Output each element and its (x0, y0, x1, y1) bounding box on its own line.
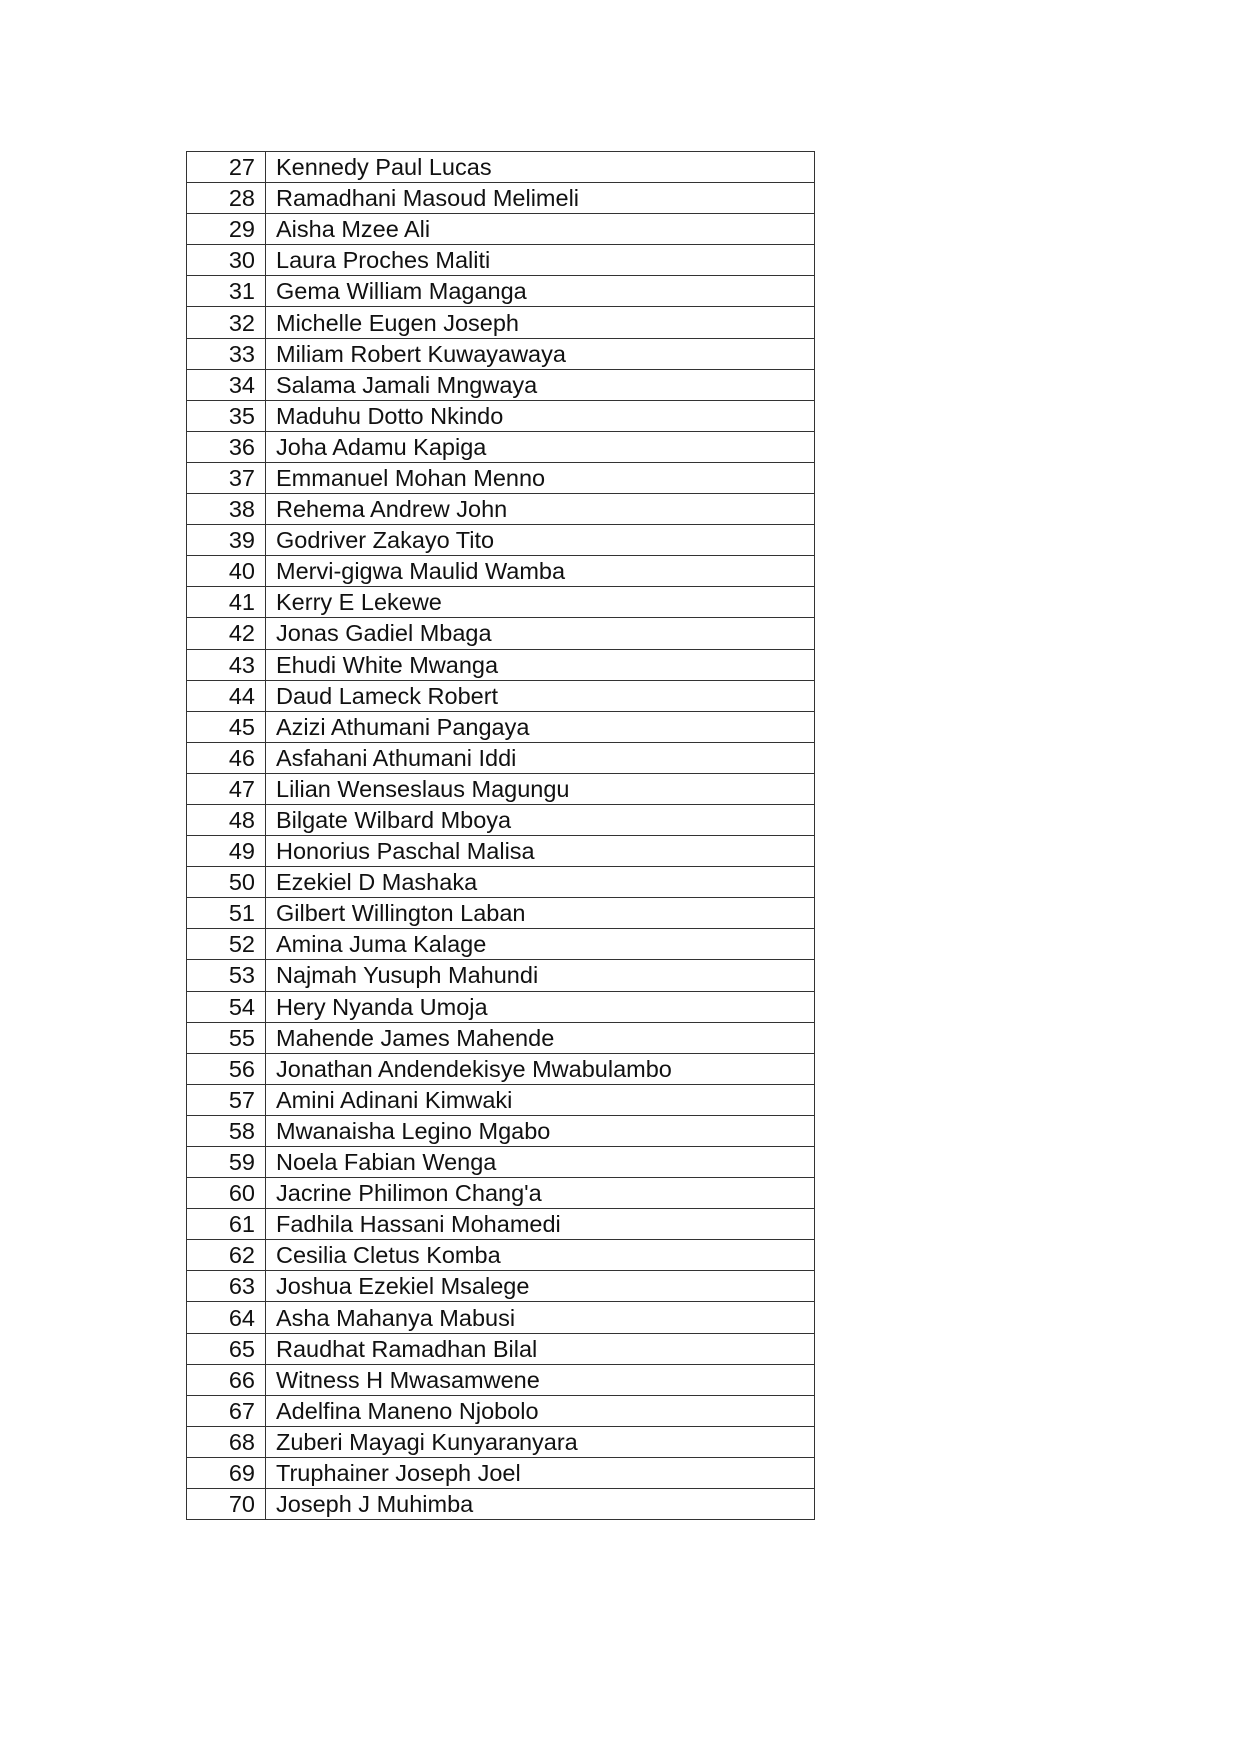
person-name: Mwanaisha Legino Mgabo (266, 1115, 815, 1146)
table-row (187, 618, 815, 649)
row-number: 40 (187, 556, 266, 587)
row-number: 70 (187, 1489, 266, 1520)
row-number: 35 (187, 400, 266, 431)
person-name: Kerry E Lekewe (266, 587, 815, 618)
person-name: Daud Lameck Robert (266, 680, 815, 711)
table-row (187, 1084, 815, 1115)
person-name: Joshua Ezekiel Msalege (266, 1271, 815, 1302)
row-number: 64 (187, 1302, 266, 1333)
row-number: 51 (187, 898, 266, 929)
table-row (187, 276, 815, 307)
table-row (187, 525, 815, 556)
table-row (187, 1053, 815, 1084)
row-number: 32 (187, 307, 266, 338)
person-name: Godriver Zakayo Tito (266, 525, 815, 556)
table-row (187, 214, 815, 245)
table-row (187, 183, 815, 214)
row-number: 50 (187, 867, 266, 898)
table-row (187, 1395, 815, 1426)
row-number: 33 (187, 338, 266, 369)
row-number: 62 (187, 1240, 266, 1271)
person-name: Lilian Wenseslaus Magungu (266, 773, 815, 804)
person-name: Jonathan Andendekisye Mwabulambo (266, 1053, 815, 1084)
row-number: 38 (187, 494, 266, 525)
table-row (187, 1489, 815, 1520)
row-number: 37 (187, 462, 266, 493)
person-name: Noela Fabian Wenga (266, 1147, 815, 1178)
table-row (187, 960, 815, 991)
table-row (187, 462, 815, 493)
person-name: Ezekiel D Mashaka (266, 867, 815, 898)
person-name: Kennedy Paul Lucas (266, 152, 815, 183)
row-number: 67 (187, 1395, 266, 1426)
person-name: Ehudi White Mwanga (266, 649, 815, 680)
names-table-body (187, 152, 815, 1520)
table-row (187, 1147, 815, 1178)
table-row (187, 494, 815, 525)
row-number: 61 (187, 1209, 266, 1240)
row-number: 52 (187, 929, 266, 960)
table-row (187, 804, 815, 835)
row-number: 31 (187, 276, 266, 307)
table-row (187, 898, 815, 929)
row-number: 55 (187, 1022, 266, 1053)
table-row (187, 1240, 815, 1271)
person-name: Salama Jamali Mngwaya (266, 369, 815, 400)
person-name: Fadhila Hassani Mohamedi (266, 1209, 815, 1240)
table-row (187, 929, 815, 960)
table-row (187, 369, 815, 400)
table-row (187, 587, 815, 618)
table-row (187, 836, 815, 867)
person-name: Jonas Gadiel Mbaga (266, 618, 815, 649)
person-name: Joseph J Muhimba (266, 1489, 815, 1520)
person-name: Adelfina Maneno Njobolo (266, 1395, 815, 1426)
table-row (187, 867, 815, 898)
person-name: Honorius Paschal Malisa (266, 836, 815, 867)
person-name: Maduhu Dotto Nkindo (266, 400, 815, 431)
table-row (187, 307, 815, 338)
row-number: 66 (187, 1364, 266, 1395)
row-number: 58 (187, 1115, 266, 1146)
person-name: Azizi Athumani Pangaya (266, 711, 815, 742)
row-number: 54 (187, 991, 266, 1022)
row-number: 69 (187, 1457, 266, 1488)
row-number: 30 (187, 245, 266, 276)
row-number: 68 (187, 1426, 266, 1457)
person-name: Amini Adinani Kimwaki (266, 1084, 815, 1115)
person-name: Cesilia Cletus Komba (266, 1240, 815, 1271)
table-row (187, 742, 815, 773)
row-number: 36 (187, 431, 266, 462)
table-row (187, 1209, 815, 1240)
row-number: 56 (187, 1053, 266, 1084)
table-row (187, 1302, 815, 1333)
table-row (187, 1364, 815, 1395)
row-number: 41 (187, 587, 266, 618)
names-table (186, 151, 815, 1520)
person-name: Truphainer Joseph Joel (266, 1457, 815, 1488)
row-number: 49 (187, 836, 266, 867)
person-name: Mervi-gigwa Maulid Wamba (266, 556, 815, 587)
row-number: 29 (187, 214, 266, 245)
person-name: Aisha Mzee Ali (266, 214, 815, 245)
person-name: Bilgate Wilbard Mboya (266, 804, 815, 835)
row-number: 45 (187, 711, 266, 742)
person-name: Ramadhani Masoud Melimeli (266, 183, 815, 214)
person-name: Laura Proches Maliti (266, 245, 815, 276)
row-number: 59 (187, 1147, 266, 1178)
row-number: 34 (187, 369, 266, 400)
table-row (187, 1333, 815, 1364)
table-row (187, 1115, 815, 1146)
table-row (187, 991, 815, 1022)
table-row (187, 1271, 815, 1302)
person-name: Raudhat Ramadhan Bilal (266, 1333, 815, 1364)
person-name: Amina Juma Kalage (266, 929, 815, 960)
table-row (187, 1178, 815, 1209)
row-number: 46 (187, 742, 266, 773)
row-number: 48 (187, 804, 266, 835)
table-row (187, 1426, 815, 1457)
row-number: 60 (187, 1178, 266, 1209)
table-row (187, 556, 815, 587)
person-name: Zuberi Mayagi Kunyaranyara (266, 1426, 815, 1457)
table-row (187, 245, 815, 276)
table-row (187, 680, 815, 711)
table-row (187, 338, 815, 369)
table-row (187, 711, 815, 742)
person-name: Michelle Eugen Joseph (266, 307, 815, 338)
table-row (187, 400, 815, 431)
table-row (187, 1022, 815, 1053)
person-name: Hery Nyanda Umoja (266, 991, 815, 1022)
row-number: 39 (187, 525, 266, 556)
row-number: 47 (187, 773, 266, 804)
person-name: Emmanuel Mohan Menno (266, 462, 815, 493)
row-number: 44 (187, 680, 266, 711)
person-name: Gema William Maganga (266, 276, 815, 307)
table-row (187, 1457, 815, 1488)
table-row (187, 649, 815, 680)
person-name: Asha Mahanya Mabusi (266, 1302, 815, 1333)
table-row (187, 152, 815, 183)
person-name: Joha Adamu Kapiga (266, 431, 815, 462)
person-name: Witness H Mwasamwene (266, 1364, 815, 1395)
person-name: Asfahani Athumani Iddi (266, 742, 815, 773)
person-name: Gilbert Willington Laban (266, 898, 815, 929)
row-number: 57 (187, 1084, 266, 1115)
row-number: 53 (187, 960, 266, 991)
row-number: 63 (187, 1271, 266, 1302)
person-name: Mahende James Mahende (266, 1022, 815, 1053)
person-name: Jacrine Philimon Chang'a (266, 1178, 815, 1209)
row-number: 27 (187, 152, 266, 183)
person-name: Najmah Yusuph Mahundi (266, 960, 815, 991)
row-number: 43 (187, 649, 266, 680)
row-number: 42 (187, 618, 266, 649)
person-name: Rehema Andrew John (266, 494, 815, 525)
table-row (187, 773, 815, 804)
table-row (187, 431, 815, 462)
person-name: Miliam Robert Kuwayawaya (266, 338, 815, 369)
row-number: 28 (187, 183, 266, 214)
row-number: 65 (187, 1333, 266, 1364)
